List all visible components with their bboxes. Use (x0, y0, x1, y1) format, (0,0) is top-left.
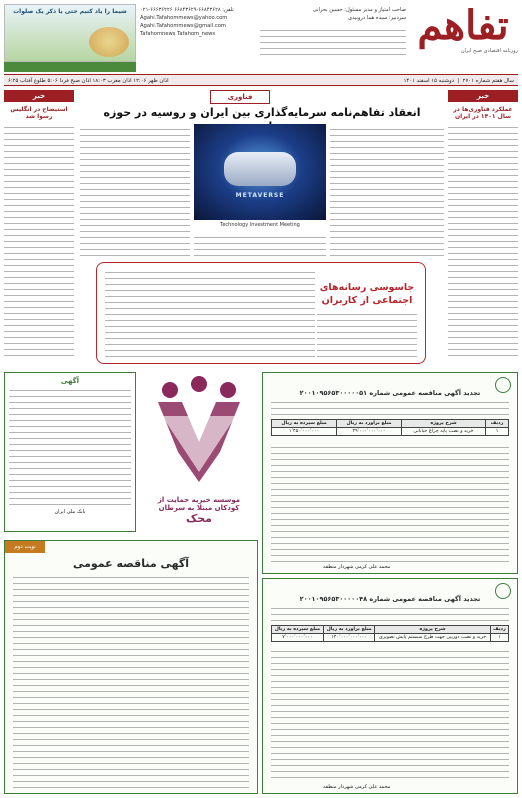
bank-ad-title: آگهی (60, 377, 80, 385)
table-row: ۱ خرید و نصب پایه چراغ خیابانی ۴۹٬۰۰۰٬۰۰۰٬۰۰۰ ۱٬۴۵۰٬۰۰۰٬۰۰۰ (272, 428, 509, 436)
newspaper-logo: تفاهم (417, 2, 509, 49)
municipality-emblem-icon (495, 377, 511, 393)
right-column (448, 106, 518, 356)
table-header: ردیف (486, 420, 509, 428)
contact-email-2[interactable]: Agahi.Tafahommews@gmail.com (140, 23, 226, 29)
tender-ad-3-title: آگهی مناقصه عمومی (72, 557, 190, 570)
vr-headset-icon (224, 152, 296, 186)
charity-name-1: موسسه خیریه حمایت از (157, 496, 241, 504)
top-banner-text: شیما را یاد کنیم حتی با ذکر یک صلوات (13, 8, 127, 15)
contact-info (140, 6, 256, 38)
section-tab-left: خبر (4, 90, 74, 102)
feature-box (96, 262, 426, 364)
contact-email-1[interactable]: Agahi.Tafahommews@yahoo.com (140, 15, 228, 21)
issue-date: دوشنبه ۱۵ اسفند ۱۴۰۱ (403, 78, 455, 84)
feature-text-right (317, 313, 417, 357)
tender-ad-2-body (271, 648, 509, 778)
bank-name: بانک ملی ایران (54, 509, 86, 515)
feature-headline (317, 281, 417, 307)
top-banner-strip (4, 62, 136, 72)
section-tab-tech: فناوری (210, 90, 270, 104)
table-header: شرح پروژه (401, 420, 485, 428)
table-header: شرح پروژه (375, 626, 490, 634)
tender-ad-3 (4, 540, 258, 794)
tender-ad-1-body (271, 442, 509, 562)
prayer-times: اذان ظهر ۱۲:۰۶ اذان مغرب ۱۸:۰۳ اذان صبح فردا ۵:۰۶ طلوع آفتاب ۶:۲۵ (8, 78, 169, 84)
top-banner-ad (4, 4, 136, 62)
tender-ad-1-table (271, 419, 509, 436)
tender-ad-2-intro (271, 607, 509, 621)
table-header: مبلغ برآورد به ریال (337, 420, 402, 428)
contact-social[interactable]: Tafahomnews Tafahom_news (140, 31, 216, 37)
feature-headline-line-1: جاسوسی رسانه‌های (319, 282, 415, 293)
tender-ad-2-signature: محمد علی کرمی شهردار منطقه (323, 784, 391, 790)
section-tab-right: خبر (448, 90, 518, 102)
tender-ad-1-intro (271, 401, 509, 415)
charity-name-3: محک (185, 512, 212, 525)
bank-ad (4, 372, 136, 532)
owner-line: صاحب امتیاز و مدیر مسئول: حسین بحرانی (312, 7, 406, 13)
publisher-info (260, 6, 406, 55)
publisher-info-text (260, 25, 406, 55)
bank-ad-text (9, 389, 131, 505)
table-header: مبلغ برآورد به ریال (323, 626, 374, 634)
tender-ad-2-title: تجدید آگهی مناقصه عمومی شماره ۲۰۰۱۰۹۵۶۵۳۰۰۰۰۰۴۸ (299, 595, 481, 603)
metaverse-label: METAVERSE (235, 192, 285, 199)
tender-ad-1-signature: محمد علی کرمی شهردار منطقه (323, 564, 391, 570)
main-story-text-left (80, 124, 190, 256)
tender-ad-1 (262, 372, 518, 574)
right-column-text (448, 124, 518, 356)
tender-ad-2-table (271, 625, 509, 642)
feature-headline-line-2: اجتماعی از کاربران (321, 295, 413, 306)
metaverse-image (194, 124, 326, 220)
feature-text (105, 271, 315, 357)
table-header: ردیف (490, 626, 508, 634)
image-caption: Technology Investment Meeting (220, 222, 300, 228)
charity-logo-icon (140, 372, 258, 492)
main-story-text-center (194, 232, 326, 256)
issue-number: سال هفتم شماره ۲۷۰۱ (462, 78, 514, 84)
main-story-text-right (330, 124, 444, 256)
editor-line: سردبیر: سیده هما دروبیدی (348, 15, 406, 21)
left-column-text (4, 124, 74, 356)
contact-phone: تلفن: ۶۶۸۴۳۶۲۸-۶۶۸۴۳۶۲۹ ۶۶۶۳۶۲۲۶-۰۲۱ (140, 7, 234, 13)
tender-ad-3-tag: نوبت دوم (5, 541, 45, 553)
flower-decoration (89, 27, 129, 57)
left-column-title: استیضاح در انگلیس رسوا شد (10, 106, 68, 120)
charity-name-2: کودکان مبتلا به سرطان (158, 504, 240, 512)
table-header: مبلغ سپرده به ریال (272, 420, 337, 428)
newspaper-subtitle: روزنامه اقتصادی صبح ایران (460, 48, 518, 54)
right-column-title: عملکرد فناوری‌ها در سال ۱۴۰۱ در ایران (453, 106, 513, 120)
main-headline: انعقاد تفاهم‌نامه سرمایه‌گذاری بین ایران و روسیه در حوزه (103, 106, 421, 119)
tender-ad-1-title: تجدید آگهی مناقصه عمومی شماره ۲۰۰۱۰۹۵۶۵۳۰۰۰۰۰۵۱ (299, 389, 481, 397)
table-header: مبلغ سپرده به ریال (272, 626, 324, 634)
dateline-bar: سال هفتم شماره ۲۷۰۱ | دوشنبه ۱۵ اسفند ۱۴۰۱ اذان ظهر ۱۲:۰۶ اذان مغرب ۱۸:۰۳ اذان صبح فردا ۵:۰۶ طلوع آفتاب ۶:۲۵ (4, 74, 518, 86)
tender-ad-2 (262, 578, 518, 794)
table-row: ۱ خرید و نصب دوربین جهت طرح سیستم پایش تصویری ۱۴۰٬۰۰۰٬۰۰۰٬۰۰۰ ۷٬۰۰۰٬۰۰۰٬۰۰۰ (272, 634, 509, 642)
tender-ad-3-body (13, 576, 249, 788)
left-column (4, 106, 74, 356)
municipality-emblem-icon (495, 583, 511, 599)
